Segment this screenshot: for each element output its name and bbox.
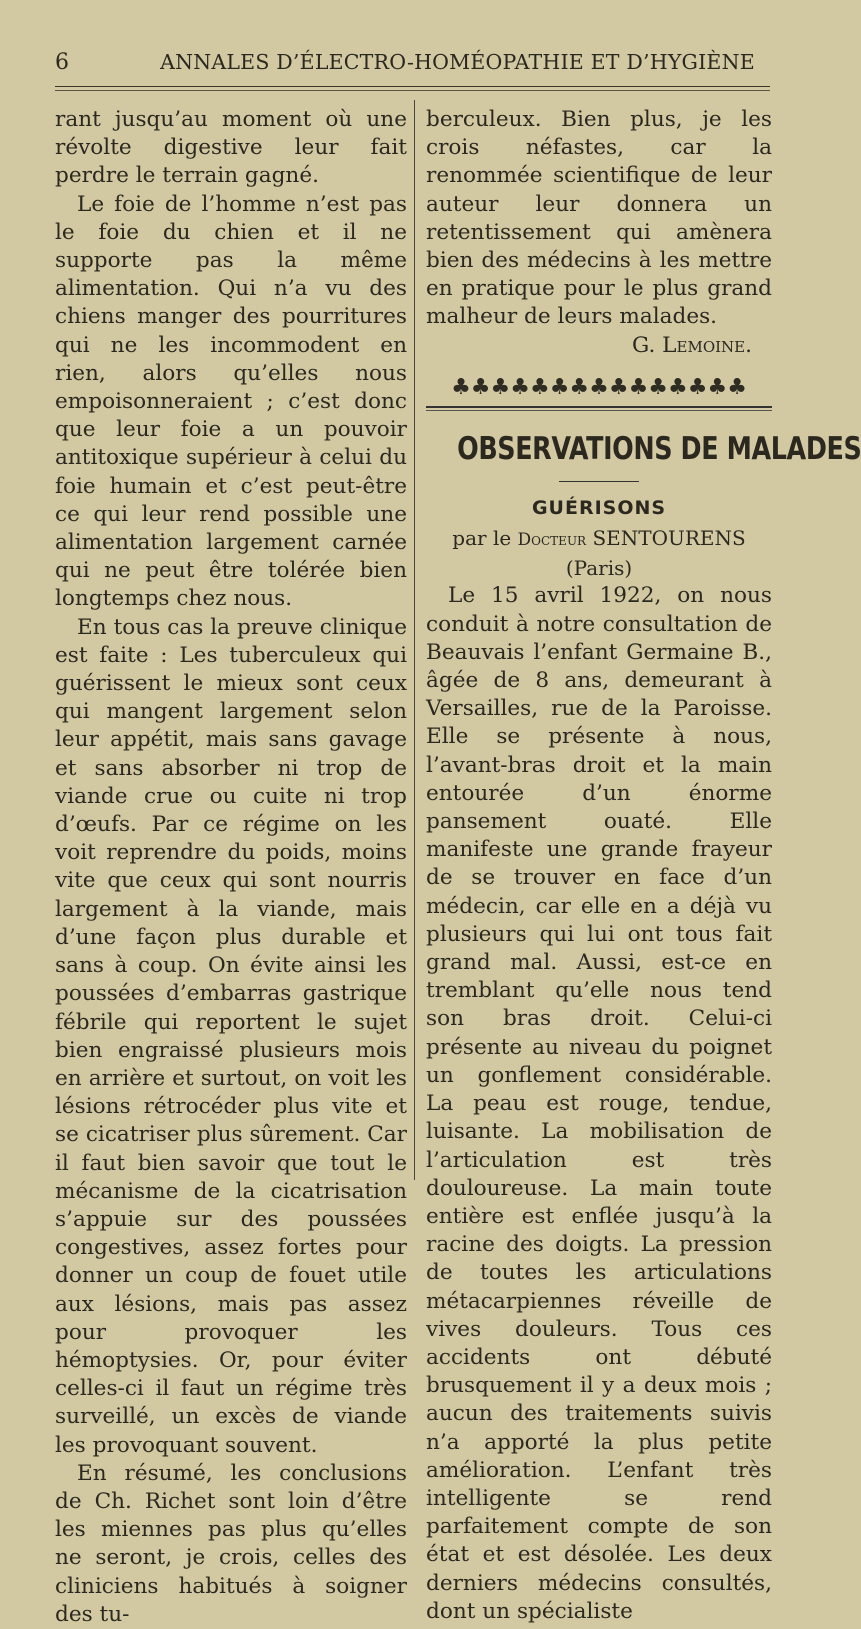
running-title: ANNALES D’ÉLECTRO-HOMÉOPATHIE ET D’HYGIÈNE <box>160 50 755 74</box>
right-column <box>426 106 861 1626</box>
byline-title: Docteur <box>517 530 587 551</box>
column-divider <box>414 100 415 1180</box>
ornament-band: ♣♣♣♣♣♣♣♣♣♣♣♣♣♣♣ <box>451 374 747 400</box>
paragraph: En résumé, les conclusions de Ch. Richet sont loin d’être les miennes pas plus qu’elles ne seront, je crois, celles des cliniciens habitués à soigner des tu- <box>55 1460 407 1627</box>
paragraph: rant jusqu’au moment où une révolte digestive leur fait perdre le terrain gagné. <box>55 107 407 189</box>
header-rule-thin <box>55 90 770 91</box>
ornament-rule <box>426 406 772 408</box>
byline-prefix: par le <box>452 526 518 551</box>
header-rule <box>55 86 770 87</box>
paragraph: En tous cas la preuve clinique est faite : Les tuberculeux qui guérissent le mieux sont ceux qui mangent largement selon leur appétit, mais sans gavage et sans absorber ni trop de viande crue ou cuite ni trop d’œufs. Par ce régime on les voit reprendre du poids, moins vite que ceux qui sont nourris largement à la viande, mais d’une façon plus durable et sans à coup. On évite ainsi les poussées d’embarras gastrique fébrile qui reportent le sujet bien engraissé plusieurs mois en arrière et surtout, on voit les lésions rétrocéder plus vite et se cicatriser plus sûrement. Car il faut bien savoir que tout le mécanisme de la cicatrisation s’appuie sur des poussées congestives, assez fortes pour donner un coup de fouet utile aux lésions, mais pas assez pour provoquer les hémoptysies. Or, pour éviter celles-ci il faut un régime très surveillé, un excès de viande les provoquant souvent. <box>55 614 407 1458</box>
ornament-rule-thin <box>426 410 772 411</box>
signature: G. Lemoine. <box>631 332 752 358</box>
section-subtitle: GUÉRISONS <box>531 496 667 519</box>
left-column <box>55 106 407 1629</box>
paragraph: Le 15 avril 1922, on nous conduit à notre consultation de Beauvais l’enfant Germaine B., âgée de 8 ans, demeurant à Versailles, rue de la Paroisse. Elle se présente à nous, l’avant-bras droit et la main entourée d’un énorme pansement ouaté. Elle manifeste une grande frayeur de se trouver en face d’un médecin, car elle en a déjà vu plusieurs qui lui ont tous fait grand mal. Aussi, est-ce en tremblant qu’elle nous tend son bras droit. Celui-ci présente au niveau du poignet un gonflement considérable. La peau est rouge, tendue, luisante. La mobilisation de l’articulation est très douloureuse. La main toute entière est enflée jusqu’à la racine des doigts. La pression de toutes les articulations métacarpiennes réveille de vives douleurs. Tous ces accidents ont débuté brusquement il y a deux mois ; aucun des traitements suivis n’a apporté la plus petite amélioration. L’enfant très intelligente se rend parfaitement compte de son état et est désolée. Les deux derniers médecins consultés, dont un spécialiste <box>426 583 772 1624</box>
section-title: OBSERVATIONS DE MALADES <box>457 430 861 467</box>
short-rule <box>559 481 639 482</box>
paragraph: Le foie de l’homme n’est pas le foie du chien et il ne supporte pas la même alimentation. Qui n’a vu des chiens manger des pourritures qui ne les incommodent en rien, alors qu’elles nous empoisonneraient ; c’est donc que leur foie a un pouvoir antitoxique supérieur à celui du foie humain et c’est peut-être ce qui leur rend possible une alimentation largement carnée qui ne peut être tolérée bien longtemps chez nous. <box>55 191 407 612</box>
byline <box>426 524 772 582</box>
page-header <box>55 48 770 88</box>
page-number: 6 <box>55 50 69 75</box>
byline-name: SENTOURENS (Paris) <box>565 526 746 581</box>
paragraph: berculeux. Bien plus, je les crois néfastes, car la renommée scientifique de leur auteur leur donnera un retentissement qui amènera bien des médecins à les mettre en pratique pour le plus grand malheur de leurs malades. <box>426 107 772 330</box>
